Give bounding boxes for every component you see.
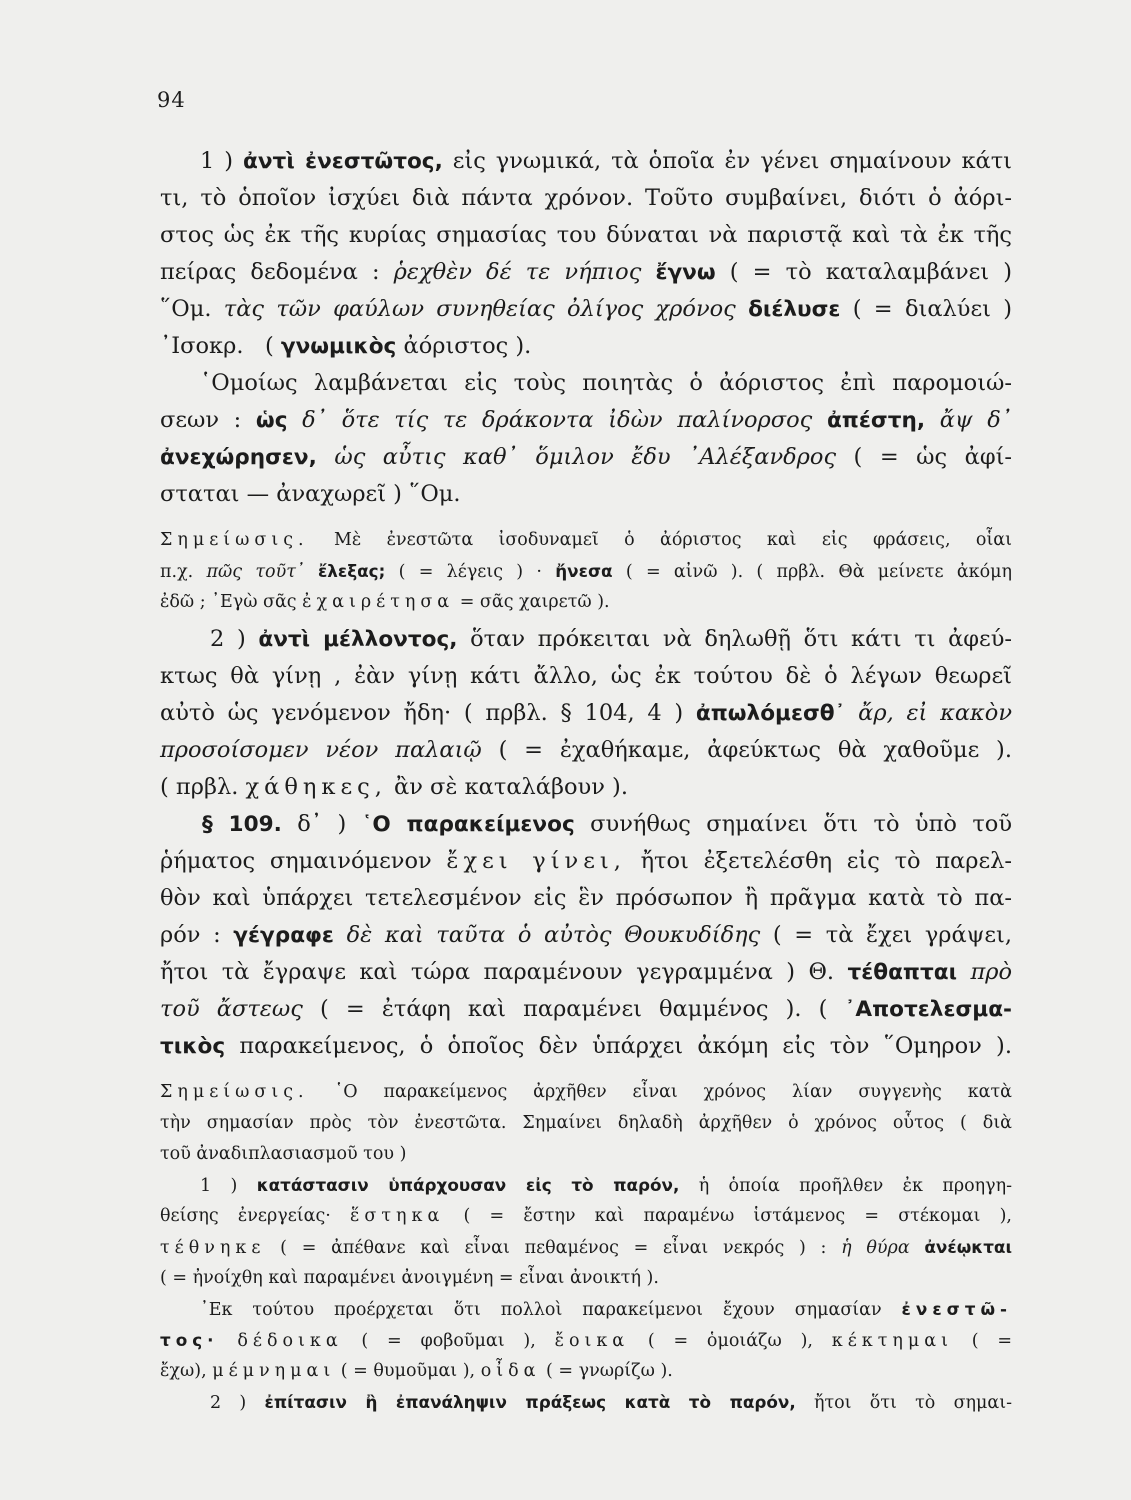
text-line: ἐδῶ ; ᾿Εγὼ σᾶς ἐχαιρέτησα = σᾶς χαιρετῶ ). xyxy=(160,592,610,612)
text-line: ἀνεχώρησεν, ὡς αὖτις καθ᾿ ὅμιλον ἔδυ ᾿Αλέξανδρος ( = ὡς ἀφί- xyxy=(160,444,1012,470)
text-line: § 109. δ᾿ ) ῾Ο παρακείμενος συνήθως σημαίνει ὅτι τὸ ὑπὸ τοῦ xyxy=(202,811,1012,837)
text-line: τέθνηκε ( = ἀπέθανε καὶ εἶναι πεθαμένος = εἶναι νεκρός ) : ἡ θύρα ἀνέῳκται xyxy=(160,1237,1012,1258)
text-line: σταται — ἀναχωρεῖ ) ῞Ομ. xyxy=(160,481,461,507)
text-line: 1 ) κατάστασιν ὑπάρχουσαν εἰς τὸ παρόν, ἡ ὁποία προῆλθεν ἐκ προηγη- xyxy=(200,1175,1012,1196)
text-line: αὐτὸ ὡς γενόμενον ἤδη· ( πρβλ. § 104, 4 ) ἀπωλόμεσθ᾿ ἄρ, εἰ κακὸν xyxy=(160,700,1012,726)
text-line: Σημείωσις. Μὲ ἐνεστῶτα ἰσοδυναμεῖ ὁ ἀόριστος καὶ εἰς φράσεις, οἷαι xyxy=(160,530,1012,550)
text-line: τος· δέδοικα ( = φοβοῦμαι ), ἔοικα ( = ὁμοιάζω ), κέκτημαι ( = xyxy=(160,1330,1012,1351)
text-line: σεων : ὡς δ᾿ ὅτε τίς τε δράκοντα ἰδὼν παλίνορσος ἀπέστη, ἄψ δ᾿ xyxy=(160,407,1013,433)
text-line: τὴν σημασίαν πρὸς τὸν ἐνεστῶτα. Σημαίνει δηλαδὴ ἀρχῆθεν ὁ χρόνος οὗτος ( διὰ xyxy=(160,1113,1012,1133)
text-line: ᾿Ισοκρ. ( γνωμικὸς ἀόριστος ). xyxy=(160,333,532,359)
text-line: τοῦ ἄστεως ( = ἐτάφη καὶ παραμένει θαμμένος ). ( ᾿Αποτελεσμα- xyxy=(160,996,1012,1022)
text-line: ἤτοι τὰ ἔγραψε καὶ τώρα παραμένουν γεγραμμένα ) Θ. τέθαπται πρὸ xyxy=(160,959,1013,985)
text-line: ἔχω), μέμνημαι ( = θυμοῦμαι ), οἶδα ( = γνωρίζω ). xyxy=(160,1361,673,1381)
text-line: ᾿Εκ τούτου προέρχεται ὅτι πολλοὶ παρακείμενοι ἔχουν σημασίαν ἐνεστῶ- xyxy=(200,1299,1012,1320)
text-line: πείρας δεδομένα : ῥεχθὲν δέ τε νήπιος ἔγνω ( = τὸ καταλαμβάνει ) xyxy=(160,259,1012,285)
text-line: ( πρβλ. χάθηκες, ἂν σὲ καταλάβουν ). xyxy=(160,774,628,800)
text-line: 2 ) ἐπίτασιν ἢ ἐπανάληψιν πράξεως κατὰ τὸ παρόν, ἤτοι ὅτι τὸ σημαι- xyxy=(210,1392,1012,1413)
text-line: στος ὡς ἐκ τῆς κυρίας σημασίας του δύναται νὰ παριστᾷ καὶ τὰ ἐκ τῆς xyxy=(160,222,1012,248)
text-line: ῾Ομοίως λαμβάνεται εἰς τοὺς ποιητὰς ὁ ἀόριστος ἐπὶ παρομοιώ- xyxy=(200,370,1012,396)
text-line: 2 ) ἀντὶ μέλλοντος, ὅταν πρόκειται νὰ δηλωθῇ ὅτι κάτι τι ἀφεύ- xyxy=(210,626,1012,652)
text-line: θείσης ἐνεργείας· ἕστηκα ( = ἔστην καὶ παραμένω ἱστάμενος = στέκομαι ), xyxy=(160,1206,1012,1226)
text-line: τι, τὸ ὁποῖον ἰσχύει διὰ πάντα χρόνον. Τοῦτο συμβαίνει, διότι ὁ ἀόρι- xyxy=(160,185,1012,211)
text-line: κτως θὰ γίνῃ , ἐὰν γίνῃ κάτι ἄλλο, ὡς ἐκ τούτου δὲ ὁ λέγων θεωρεῖ xyxy=(160,663,1012,689)
text-line: ( = ἠνοίχθη καὶ παραμένει ἀνοιγμένη = εἶναι ἀνοικτή ). xyxy=(160,1268,659,1288)
text-line: ρόν : γέγραφε δὲ καὶ ταῦτα ὁ αὐτὸς Θουκυδίδης ( = τὰ ἔχει γράψει, xyxy=(160,922,1012,948)
text-line: τικὸς παρακείμενος, ὁ ὁποῖος δὲν ὑπάρχει ἀκόμη εἰς τὸν ῞Ομηρον ). xyxy=(160,1033,1012,1059)
page-number: 94 xyxy=(157,88,186,112)
text-line: 1 ) ἀντὶ ἐνεστῶτος, εἰς γνωμικά, τὰ ὁποῖα ἐν γένει σημαίνουν κάτι xyxy=(200,148,1012,174)
text-line: προσοίσομεν νέον παλαιῷ ( = ἐχαθήκαμε, ἀφεύκτως θὰ χαθοῦμε ). xyxy=(160,737,1012,763)
text-line: θὸν καὶ ὑπάρχει τετελεσμένον εἰς ἓν πρόσωπον ἢ πρᾶγμα κατὰ τὸ πα- xyxy=(160,885,1012,911)
text-line: ῥήματος σημαινόμενον ἔχει γίνει, ἤτοι ἐξετελέσθη εἰς τὸ παρελ- xyxy=(160,848,1012,874)
text-line: Σημείωσις. ῾Ο παρακείμενος ἀρχῆθεν εἶναι χρόνος λίαν συγγενὴς κατὰ xyxy=(160,1082,1012,1102)
text-line: ῞Ομ. τὰς τῶν φαύλων συνηθείας ὀλίγος χρόνος διέλυσε ( = διαλύει ) xyxy=(160,296,1013,322)
text-line: τοῦ ἀναδιπλασιασμοῦ του ) xyxy=(160,1144,407,1164)
text-line: π.χ. πῶς τοῦτ᾿ ἔλεξας; ( = λέγεις ) · ἤνεσα ( = αἰνῶ ). ( πρβλ. Θὰ μείνετε ἀκόμη xyxy=(160,561,1012,582)
